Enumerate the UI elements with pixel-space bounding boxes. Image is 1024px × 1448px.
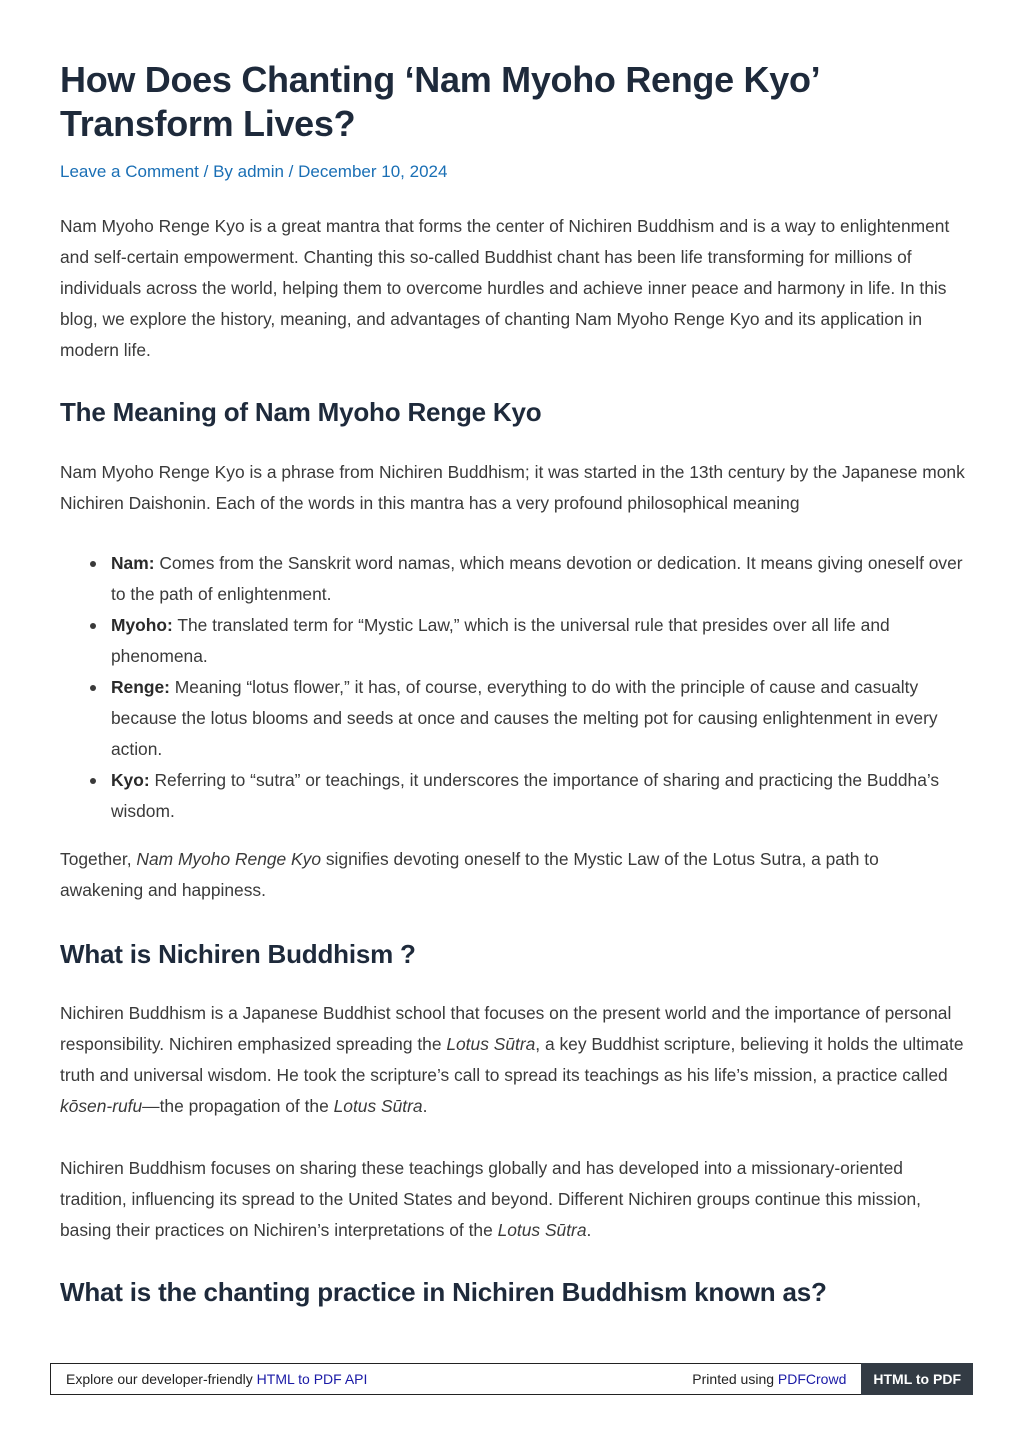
list-item-text: Comes from the Sanskrit word namas, which means devotion or dedication. It means giving oneself over to the path of enlightenment. xyxy=(111,553,963,604)
footer-right-text: Printed using xyxy=(692,1371,778,1387)
page-title: How Does Chanting ‘Nam Myoho Renge Kyo’ Transform Lives? xyxy=(60,59,819,144)
pdfcrowd-link[interactable]: PDFCrowd xyxy=(777,1371,847,1387)
list-item xyxy=(111,672,965,765)
list-item-text: Referring to “sutra” or teachings, it underscores the importance of sharing and practicing the Buddha’s wisdom. xyxy=(111,770,940,821)
footer-right xyxy=(692,1371,861,1387)
text-run: Nichiren Buddhism focuses on sharing these teachings globally and has developed into a missionary-oriented tradition, influencing its spread to the United States and beyond. Different Nichiren groups continue this mission, basing their practices on Nichiren’s interpretations of the xyxy=(60,1158,922,1240)
list-item-term: Nam: xyxy=(111,553,155,573)
emphasis-lotus-sutra: Lotus Sūtra xyxy=(333,1096,423,1116)
together-suffix: signifies devoting oneself to the Mystic Law of the Lotus Sutra, a path to awakening and happiness. xyxy=(60,849,879,900)
intro-paragraph: Nam Myoho Renge Kyo is a great mantra that forms the center of Nichiren Buddhism and is a way to enlightenment and self-certain empowerment. Chanting this so-called Buddhist chant has been life transforming for millions of individuals across the world, helping them to overcome hurdles and achieve inner peace and harmony in life. In this blog, we explore the history, meaning, and advantages of chanting Nam Myoho Renge Kyo and its application in modern life. xyxy=(60,216,950,360)
html-to-pdf-badge[interactable]: HTML to PDF xyxy=(861,1363,973,1395)
meta-separator: / xyxy=(283,162,299,181)
list-item xyxy=(111,610,965,672)
text-run: . xyxy=(422,1096,428,1116)
author-link[interactable]: admin xyxy=(237,162,284,181)
list-item xyxy=(111,765,965,827)
emphasis-kosen-rufu: kōsen-rufu xyxy=(60,1096,143,1116)
post-date-link[interactable]: December 10, 2024 xyxy=(298,162,448,181)
list-item xyxy=(111,548,965,610)
html-to-pdf-api-link[interactable]: HTML to PDF API xyxy=(256,1371,368,1387)
emphasis-lotus-sutra: Lotus Sūtra xyxy=(446,1034,536,1054)
meaning-paragraph: Nam Myoho Renge Kyo is a phrase from Nichiren Buddhism; it was started in the 13th century by the Japanese monk Nichiren Daishonin. Each of the words in this mantra has a very profound philosophical meaning xyxy=(60,462,965,513)
nichiren-paragraph-2 xyxy=(60,1153,965,1246)
list-item-term: Myoho: xyxy=(111,615,173,635)
post-meta xyxy=(60,160,965,184)
together-emphasis: Nam Myoho Renge Kyo xyxy=(136,849,322,869)
text-run: . xyxy=(586,1220,592,1240)
footer-left-text: Explore our developer-friendly xyxy=(66,1371,257,1387)
mantra-word-list xyxy=(60,548,965,827)
pdf-footer-bar xyxy=(50,1363,973,1395)
list-item-term: Kyo: xyxy=(111,770,150,790)
section-heading-meaning: The Meaning of Nam Myoho Renge Kyo xyxy=(60,397,542,427)
article xyxy=(60,58,965,1309)
together-prefix: Together, xyxy=(60,849,137,869)
text-run: —the propagation of the xyxy=(142,1096,334,1116)
emphasis-lotus-sutra: Lotus Sūtra xyxy=(497,1220,587,1240)
leave-comment-link[interactable]: Leave a Comment xyxy=(60,162,199,181)
section-heading-chanting: What is the chanting practice in Nichiren Buddhism known as? xyxy=(60,1277,827,1307)
text-run: Nichiren Buddhism is a Japanese Buddhist school that focuses on the present world and the importance of personal responsibility. Nichiren emphasized spreading the xyxy=(60,1003,952,1054)
meta-separator-by: / By xyxy=(198,162,238,181)
together-paragraph xyxy=(60,844,965,906)
nichiren-paragraph-1 xyxy=(60,998,965,1122)
section-heading-nichiren: What is Nichiren Buddhism ? xyxy=(60,939,416,969)
list-item-text: The translated term for “Mystic Law,” which is the universal rule that presides over all life and phenomena. xyxy=(111,615,890,666)
footer-left xyxy=(51,1371,692,1387)
list-item-term: Renge: xyxy=(111,677,170,697)
text-run: , a key Buddhist scripture, believing it holds the ultimate truth and universal wisdom. He took the scripture’s call to spread its teachings as his life’s mission, a practice called xyxy=(60,1034,964,1085)
list-item-text: Meaning “lotus flower,” it has, of course, everything to do with the principle of cause and casualty because the lotus blooms and seeds at once and causes the melting pot for causing enlightenment in every action. xyxy=(111,677,938,759)
